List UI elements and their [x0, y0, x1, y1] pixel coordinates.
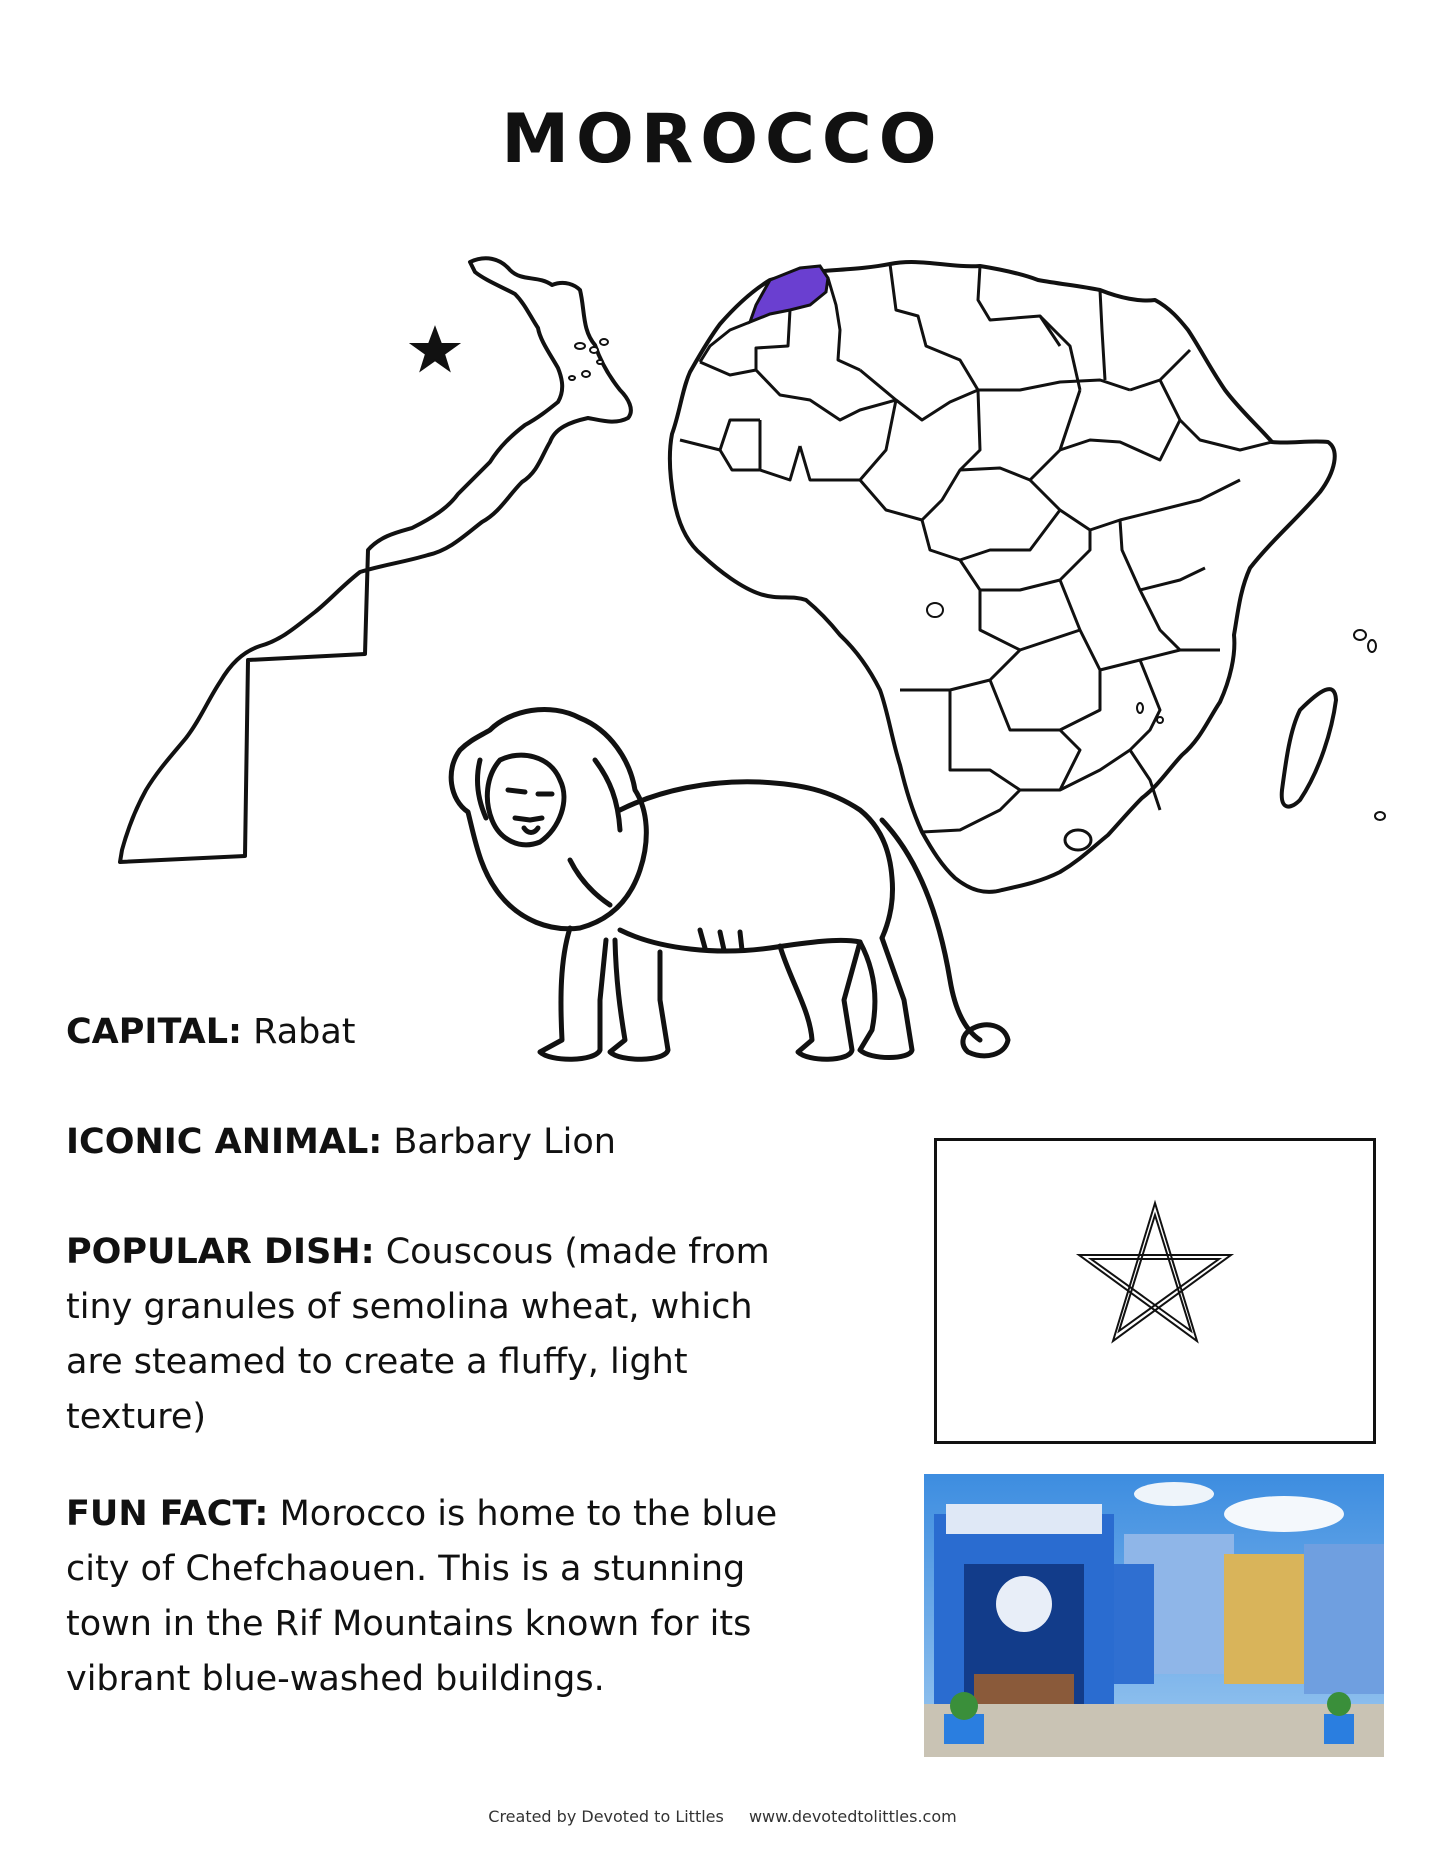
morocco-flag-outline: [934, 1138, 1376, 1444]
footer-url[interactable]: www.devotedtolittles.com: [748, 1807, 957, 1826]
fact-capital: [66, 1005, 786, 1060]
fun-fact-label: FUN FACT:: [66, 1494, 269, 1534]
page-title: MOROCCO: [501, 100, 944, 179]
footer-credit: Created by Devoted to Littles: [488, 1807, 724, 1826]
capital-star-icon: [412, 328, 458, 370]
capital-label: CAPITAL:: [66, 1012, 242, 1052]
chefchaouen-photo: [924, 1474, 1384, 1757]
iconic-animal-value: Barbary Lion: [393, 1122, 616, 1162]
capital-value: Rabat: [253, 1012, 356, 1052]
fun-fact-value: Morocco is home to the blue city of Chefchaouen. This is a stunning town in the Rif Mountains known for its vibrant blue-washed buildings.: [66, 1494, 778, 1699]
fact-iconic-animal: [66, 1115, 786, 1170]
popular-dish-label: POPULAR DISH:: [66, 1232, 375, 1272]
iconic-animal-label: ICONIC ANIMAL:: [66, 1122, 383, 1162]
popular-dish-value: Couscous (made from tiny granules of semolina wheat, which are steamed to create a fluffy, light texture): [66, 1232, 770, 1437]
footer: [0, 1807, 1445, 1826]
morocco-flag-star-icon: [937, 1141, 1373, 1441]
fact-fun-fact: [66, 1487, 786, 1707]
fact-popular-dish: [66, 1225, 786, 1445]
